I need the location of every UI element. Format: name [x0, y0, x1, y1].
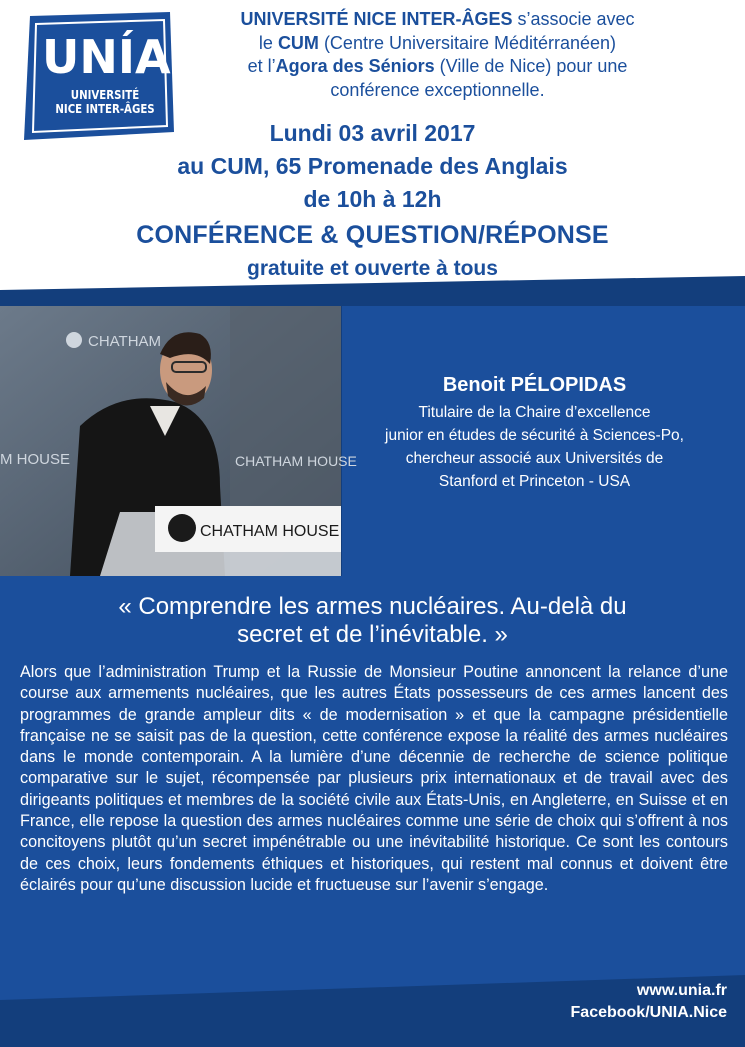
website-link[interactable]: www.unia.fr [636, 982, 727, 999]
wall-text-1: CHATHAM [88, 333, 162, 350]
talk-title-line-2: secret et de l’inévitable. » [237, 621, 508, 648]
speaker-desc-1: Titulaire de la Chaire d’excellence [418, 404, 651, 421]
speaker-info [342, 372, 727, 493]
wall-text-2: M HOUSE [0, 451, 71, 468]
intro-text-1: s’associe avec [512, 9, 635, 29]
logo-subtitle [51, 88, 158, 116]
talk-title [15, 593, 730, 649]
speaker-desc-3: chercheur associé aux Universités de [405, 450, 664, 467]
intro-text [190, 8, 685, 102]
intro-text-2: le [258, 32, 278, 53]
talk-title-line-1: « Comprendre les armes nucléaires. Au-delà du [118, 593, 627, 620]
intro-line-2 [190, 32, 685, 56]
speaker-photo [0, 306, 357, 576]
facebook-link[interactable]: Facebook/UNIA.Nice [570, 1004, 727, 1021]
lectern-sign: CHATHAM HOUSE [200, 523, 340, 540]
intro-line-4: conférence exceptionnelle. [330, 79, 545, 100]
logo-mark: UNÍA [42, 30, 171, 84]
intro-line-3 [190, 55, 685, 79]
logo-line-1: UNIVERSITÉ [70, 88, 140, 102]
intro-text-5: (Ville de Nice) pour une [434, 56, 628, 76]
wall-text-3: CHATHAM HOUSE [235, 453, 357, 469]
org-name: UNIVERSITÉ NICE INTER-ÂGES [240, 9, 513, 29]
speaker-desc-2: junior en études de sécurité à Sciences-Po, [385, 427, 684, 444]
event-place: au CUM, 65 Promenade des Anglais [177, 153, 568, 179]
intro-line-1 [190, 8, 685, 32]
intro-text-3: (Centre Universitaire Méditérranéen) [318, 32, 617, 53]
talk-description: Alors que l’administration Trump et la Russie de Monsieur Poutine annoncent la relance d’une course aux armements nucléaires, que les autres États possesseurs de ces armes lancent des programmes de grande ampleur dits « de modernisation » et que la campagne présidentielle française ne se saisit pas de la question, cette conférence expose la réalité des armes nucléaires dans le monde contemporain. A la lumière d’une décennie de recherche de science politique comparative sur le sujet, récompensée par plusieurs prix internationaux et de travail avec des dirigeants politiques et membres de la société civile aux États-Unis, en Angleterre, en Suisse et en France, elle repose la question des armes nucléaires comme une série de choix qui s’offrent à nos concitoyens plutôt qu’un secret impénétrable ou une inévitabilité historique. Ce sont les contours de ces choix, leurs fondements éthiques et historiques, qui restent mal connus et doivent être éclairés pour qu’une discussion lucide et fructueuse sur l’avenir s’engage. [20, 663, 728, 894]
speaker-description [342, 401, 727, 493]
event-type: CONFÉRENCE & QUESTION/RÉPONSE [136, 221, 609, 249]
speaker-name: Benoit PÉLOPIDAS [442, 374, 627, 396]
contact-links [571, 980, 727, 1024]
event-access: gratuite et ouverte à tous [247, 257, 498, 280]
cum-name: CUM [277, 32, 319, 53]
logo-line-2: NICE INTER-ÂGES [55, 102, 155, 116]
agora-name: Agora des Séniors [275, 56, 435, 76]
event-time: de 10h à 12h [303, 186, 442, 212]
event-date: Lundi 03 avril 2017 [269, 120, 476, 146]
speaker-desc-4: Stanford et Princeton - USA [438, 473, 631, 490]
intro-text-4: et l’ [247, 56, 276, 76]
